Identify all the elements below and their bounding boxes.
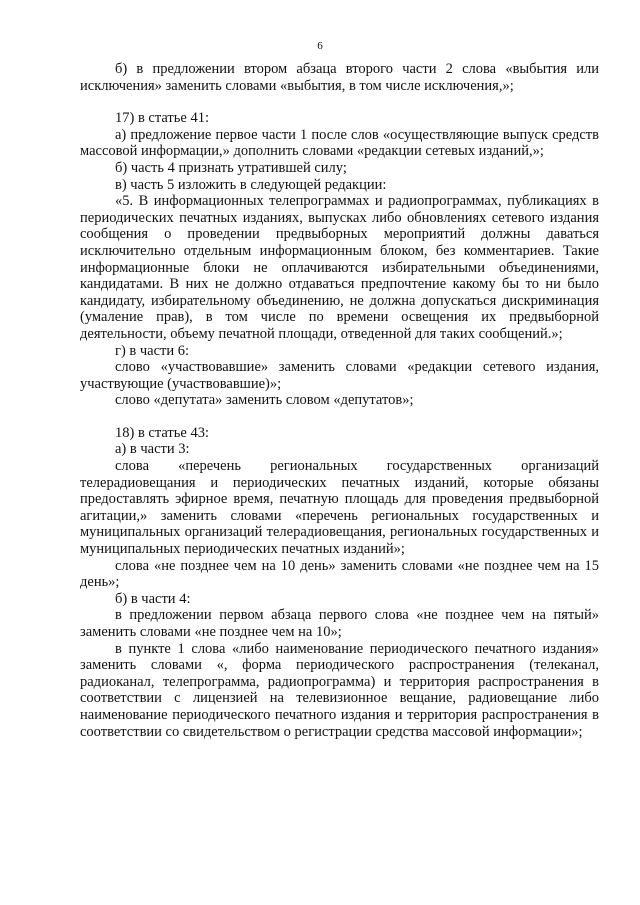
paragraph: слово «депутата» заменить словом «депутатов»; (115, 392, 414, 409)
paragraph: слово «участвовавшие» заменить словами «редакции сетевого издания, участвующие (участвовавшие)»; (80, 359, 599, 392)
document-body (80, 61, 599, 740)
paragraph: в) часть 5 изложить в следующей редакции: (115, 176, 387, 193)
paragraph: б) в части 4: (115, 590, 191, 607)
paragraph: а) предложение первое части 1 после слов «осуществляющие выпуск средств массовой информации,» дополнить словами «редакции сетевых изданий,»; (80, 126, 599, 160)
paragraph: слова «не позднее чем на 10 день» заменить словами «не позднее чем на 15 день»; (80, 557, 599, 591)
paragraph: «5. В информационных телепрограммах и радиопрограммах, публикациях в периодических печатных изданиях, выпусках либо обновлениях сетевого издания сообщения о проведении предвыборных мероприятий должны даваться исключительно отдельным информационным блоком, без комментариев. Такие информационные блоки не оплачиваются избирательными объединениями, кандидатами. В них не должно отдаваться предпочтение какому бы то ни было кандидату, избирательному объединению, не должна допускаться дискриминация (умаление прав), в том числе по времени освещения их предвыборной деятельности, объему печатной площади, отведенной для таких сообщений.»; (80, 193, 599, 342)
paragraph: в пункте 1 слова «либо наименование периодического печатного издания» заменить словами «, форма периодического распространения (телеканал, радиоканал, телепрограмма, радиопрограмма) и территория распространения в соответствии с лицензией на телевизионное вещание, радиовещание либо наименование периодического печатного издания и территория распространения в соответствии со свидетельством о регистрации средства массовой информации»; (80, 640, 599, 740)
page-number: 6 (317, 40, 323, 52)
paragraph: б) в предложении втором абзаца второго части 2 слова «выбытия или исключения» заменить словами «выбытия, в том числе исключения,»; (80, 61, 599, 94)
paragraph: 17) в статье 41: (115, 110, 209, 127)
paragraph: б) часть 4 признать утратившей силу; (115, 159, 347, 176)
paragraph: а) в части 3: (115, 441, 190, 458)
paragraph: 18) в статье 43: (115, 424, 209, 441)
paragraph: г) в части 6: (115, 342, 190, 359)
paragraph: в предложении первом абзаца первого слова «не позднее чем на пятый» заменить словами «не позднее чем на 10»; (80, 607, 599, 640)
paragraph: слова «перечень региональных государственных организаций телерадиовещания и периодических печатных изданий, которые обязаны предоставлять эфирное время, печатную площадь для проведения предвыборной агитации,» заменить словами «перечень региональных государственных и муниципальных организаций телерадиовещания, региональных государственных и муниципальных периодических печатных изданий»; (80, 458, 599, 558)
